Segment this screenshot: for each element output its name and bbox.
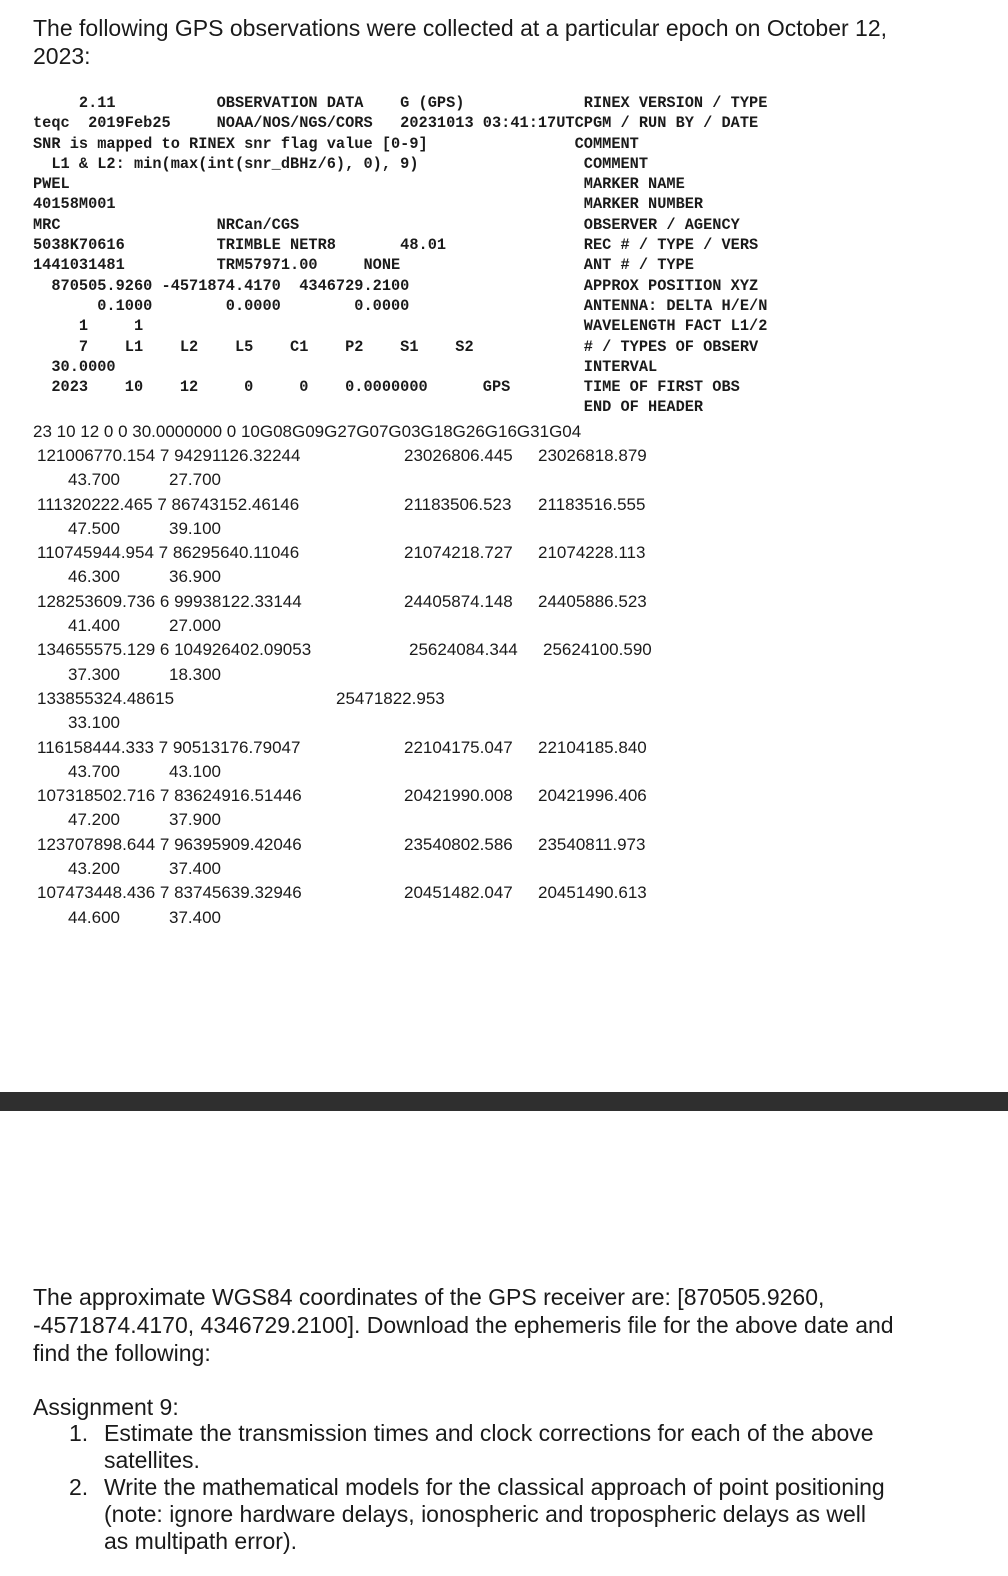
rinex-header-line: 1 1 WAVELENGTH FACT L1/2 bbox=[33, 317, 768, 336]
page-divider bbox=[0, 1092, 1008, 1111]
carrier-phase-values: 128253609.736 6 99938122.33144 bbox=[37, 591, 302, 611]
s2-value: 37.400 bbox=[169, 859, 221, 879]
s2-value: 37.400 bbox=[169, 907, 221, 927]
observation-row bbox=[0, 736, 700, 760]
observation-row bbox=[0, 541, 700, 565]
observation-row bbox=[0, 784, 700, 808]
task-number: 1. bbox=[69, 1420, 89, 1446]
carrier-phase-values: 121006770.154 7 94291126.32244 bbox=[37, 446, 301, 465]
s1-value: 44.600 bbox=[68, 907, 120, 927]
rinex-header-line: PWEL MARKER NAME bbox=[33, 175, 685, 194]
s1-value: 43.700 bbox=[68, 761, 120, 781]
carrier-phase-values: 116158444.333 7 90513176.79047 bbox=[37, 737, 301, 757]
s2-value: 27.000 bbox=[169, 616, 221, 636]
task-text: Write the mathematical models for the classical approach of point positioning (note: ignore hardware delays, ionospheric and tropospheric delays as well as multipath error). bbox=[104, 1474, 885, 1554]
observation-row bbox=[0, 881, 700, 905]
s1-value: 41.400 bbox=[68, 616, 120, 636]
observation-row bbox=[0, 833, 700, 857]
p2-value: 24405886.523 bbox=[538, 591, 647, 611]
c1-value: 23026806.445 bbox=[404, 446, 513, 465]
s2-value: 36.900 bbox=[169, 567, 221, 587]
s1-value: 43.200 bbox=[68, 859, 120, 879]
task-list bbox=[33, 1420, 893, 1555]
c1-value: 21183506.523 bbox=[404, 494, 512, 514]
carrier-phase-values: 111320222.465 7 86743152.46146 bbox=[37, 494, 300, 514]
c1-value: 20451482.047 bbox=[404, 883, 513, 903]
s1-value: 37.300 bbox=[68, 664, 120, 684]
p2-value: 20451490.613 bbox=[538, 883, 647, 903]
observation-row bbox=[0, 468, 700, 492]
rinex-header bbox=[33, 93, 767, 418]
rinex-header-line: 30.0000 INTERVAL bbox=[33, 357, 658, 376]
s1-value: 47.200 bbox=[68, 810, 120, 830]
rinex-header-line: 5038K70616 TRIMBLE NETR8 48.01 REC # / TYPE / VERS bbox=[33, 236, 759, 255]
observation-row bbox=[0, 444, 700, 468]
observation-row bbox=[0, 565, 700, 589]
coordinates-text: The approximate WGS84 coordinates of the GPS receiver are: [870505.9260, -4571874.4170, 4346729.2100]. Download the ephemeris file for the above date and find the following: bbox=[33, 1284, 894, 1366]
p2-value: 23540811.973 bbox=[538, 834, 646, 854]
s2-value: 43.100 bbox=[169, 761, 221, 781]
s2-value: 18.300 bbox=[169, 664, 221, 684]
task-item bbox=[33, 1420, 893, 1474]
assignment-title: Assignment 9: bbox=[33, 1394, 179, 1420]
observation-row bbox=[0, 614, 700, 638]
observation-row bbox=[0, 857, 700, 881]
c1-value: 20421990.008 bbox=[404, 786, 513, 806]
carrier-phase-values: 133855324.48615 bbox=[37, 688, 175, 708]
p2-value: 20421996.406 bbox=[538, 786, 647, 806]
s2-value: 27.700 bbox=[169, 470, 221, 490]
rinex-header-line: SNR is mapped to RINEX snr flag value [0-9] COMMENT bbox=[33, 134, 639, 153]
observation-row bbox=[0, 687, 700, 711]
observation-row bbox=[0, 493, 700, 517]
observation-row bbox=[0, 517, 700, 541]
rinex-header-line: 2023 10 12 0 0 0.0000000 GPS TIME OF FIRST OBS bbox=[33, 378, 740, 397]
observation-row bbox=[0, 808, 700, 832]
c1-value: 25624084.344 bbox=[409, 640, 518, 660]
carrier-phase-values: 123707898.644 7 96395909.42046 bbox=[37, 834, 302, 854]
s1-value: 46.300 bbox=[68, 567, 120, 587]
observation-row bbox=[0, 590, 700, 614]
rinex-header-line: L1 & L2: min(max(int(snr_dBHz/6), 0), 9) COMMENT bbox=[33, 154, 649, 173]
p2-value: 23026818.879 bbox=[538, 446, 647, 465]
c1-value: 25471822.953 bbox=[336, 688, 445, 708]
rinex-header-line: teqc 2019Feb25 NOAA/NOS/NGS/CORS 20231013 03:41:17UTCPGM / RUN BY / DATE bbox=[33, 114, 759, 133]
rinex-header-line: 1441031481 TRM57971.00 NONE ANT # / TYPE bbox=[33, 256, 694, 275]
epoch-line: 23 10 12 0 0 30.0000000 0 10G08G09G27G07G03G18G26G16G31G04 bbox=[33, 422, 582, 441]
rinex-header-line: MRC NRCan/CGS OBSERVER / AGENCY bbox=[33, 215, 740, 234]
observation-row bbox=[0, 638, 700, 662]
observation-records bbox=[0, 444, 700, 930]
carrier-phase-values: 110745944.954 7 86295640.11046 bbox=[37, 543, 300, 563]
carrier-phase-values: 107473448.436 7 83745639.32946 bbox=[37, 883, 302, 903]
carrier-phase-values: 107318502.716 7 83624916.51446 bbox=[37, 786, 302, 806]
p2-value: 22104185.840 bbox=[538, 737, 647, 757]
s1-value: 47.500 bbox=[68, 518, 120, 538]
rinex-header-line: 7 L1 L2 L5 C1 P2 S1 S2 # / TYPES OF OBSERV bbox=[33, 337, 759, 356]
p2-value: 25624100.590 bbox=[543, 640, 652, 660]
carrier-phase-values: 134655575.129 6 104926402.09053 bbox=[37, 640, 312, 660]
observation-row bbox=[0, 760, 700, 784]
rinex-header-line: 2.11 OBSERVATION DATA G (GPS) RINEX VERSION / TYPE bbox=[33, 94, 768, 112]
s1-value: 43.700 bbox=[68, 470, 120, 490]
s2-value: 37.900 bbox=[169, 810, 221, 830]
s2-value: 39.100 bbox=[169, 518, 221, 538]
task-text: Estimate the transmission times and clock corrections for each of the above satellites. bbox=[104, 1420, 874, 1473]
c1-value: 21074218.727 bbox=[404, 543, 513, 563]
rinex-header-line: END OF HEADER bbox=[33, 398, 704, 417]
rinex-header-line: 0.1000 0.0000 0.0000 ANTENNA: DELTA H/E/N bbox=[33, 296, 768, 315]
observation-row bbox=[0, 663, 700, 687]
observation-row bbox=[0, 906, 700, 930]
intro-text: The following GPS observations were collected at a particular epoch on October 12, 2023: bbox=[33, 15, 888, 69]
s1-value: 33.100 bbox=[68, 713, 120, 733]
observation-row bbox=[0, 711, 700, 735]
p2-value: 21074228.113 bbox=[538, 543, 646, 563]
task-number: 2. bbox=[69, 1474, 89, 1500]
task-item bbox=[33, 1474, 893, 1555]
p2-value: 21183516.555 bbox=[538, 494, 646, 514]
c1-value: 24405874.148 bbox=[404, 591, 513, 611]
c1-value: 22104175.047 bbox=[404, 737, 513, 757]
c1-value: 23540802.586 bbox=[404, 834, 513, 854]
rinex-header-line: 870505.9260 -4571874.4170 4346729.2100 APPROX POSITION XYZ bbox=[33, 276, 759, 295]
rinex-header-line: 40158M001 MARKER NUMBER bbox=[33, 195, 704, 214]
